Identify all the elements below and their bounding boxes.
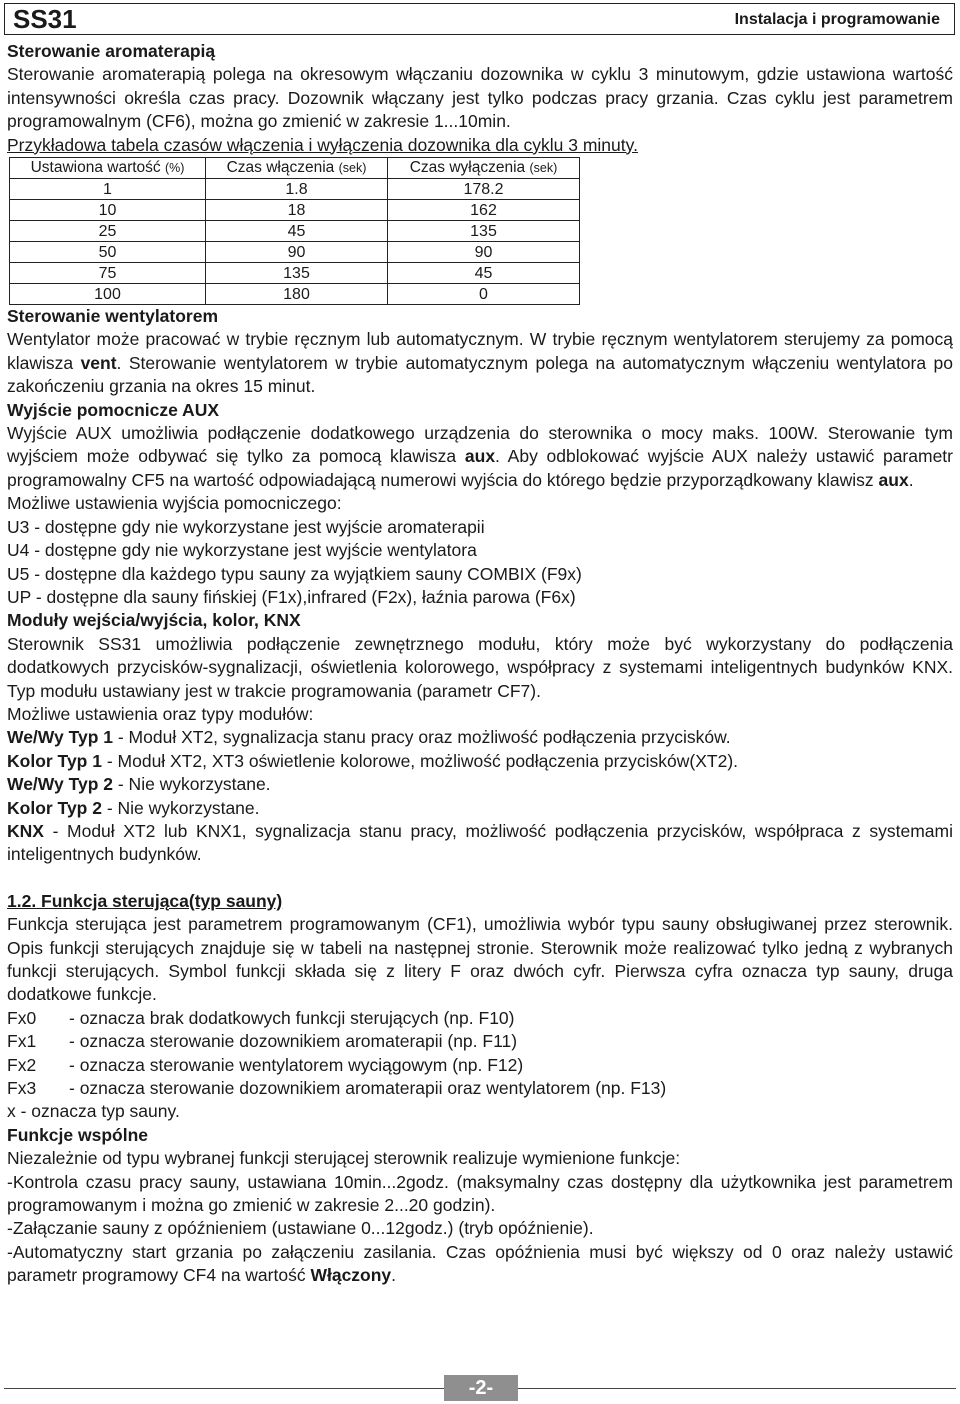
function-code-item: Fx0 - oznacza brak dodatkowych funkcji sterujących (np. F10) (7, 1007, 515, 1028)
table-cell: 162 (388, 200, 580, 221)
common-item: -Załączanie sauny z opóźnieniem (ustawiane 0...12godz.) (tryb opóźnienie). (7, 1218, 594, 1239)
aux-option-u5: U5 - dostępne dla każdego typu sauny za wyjątkiem sauny COMBIX (F9x) (7, 563, 582, 584)
table-row (10, 263, 580, 284)
function-heading: 1.2. Funkcja sterująca(typ sauny) (7, 890, 283, 911)
fan-body: Wentylator może pracować w trybie ręcznym lub automatycznym. W trybie ręcznym wentylatorem sterujemy za pomocą klawisza vent. Sterowanie wentylatorem w trybie automatycznym polega na automatycznym włączeniu wentylatora po zakończeniu grzania na okres 15 minut. (7, 329, 953, 397)
aroma-heading: Sterowanie aromaterapią (7, 41, 216, 61)
table-cell: 100 (10, 284, 206, 305)
aux-options-intro: Możliwe ustawienia wyjścia pomocniczego: (7, 493, 342, 514)
table-cell: 45 (388, 263, 580, 284)
table-cell: 135 (388, 221, 580, 242)
page-header (4, 3, 955, 35)
module-type-item: KNX - Moduł XT2 lub KNX1, sygnalizacja stanu pracy, możliwość podłączenia przycisków, współpraca z systemami inteligentnych budynków. (7, 820, 953, 865)
vent-key-name: vent (80, 352, 117, 373)
common-intro: Niezależnie od typu wybranej funkcji sterującej sterownik realizuje wymienione funkcje: (7, 1148, 681, 1169)
aux-body: Wyjście AUX umożliwia podłączenie dodatkowego urządzenia do sterownika o mocy maks. 100W. Sterowanie tym wyjściem może odbywać się tylko za pomocą klawisza aux. Aby odblokować wyjście AUX należy ustawić parametr programowalny CF5 na wartość odpowiadającą numerowi wyjścia do którego będzie przyporządkowany klawisz aux. (7, 423, 953, 490)
table-row (10, 242, 580, 263)
fan-heading: Sterowanie wentylatorem (7, 306, 219, 327)
table-cell: 180 (206, 284, 388, 305)
section-spacer (7, 867, 953, 890)
table-cell: 90 (388, 242, 580, 263)
module-type-item: We/Wy Typ 1 - Moduł XT2, sygnalizacja stanu pracy oraz możliwość podłączenia przycisków. (7, 727, 731, 748)
table-row (10, 221, 580, 242)
model-name: SS31 (13, 4, 77, 34)
section-title: Instalacja i programowanie (734, 11, 940, 28)
function-code-item: Fx2 - oznacza sterowanie wentylatorem wyciągowym (np. F12) (7, 1054, 524, 1075)
aux-key-name: aux (878, 469, 909, 490)
table-cell: 90 (206, 242, 388, 263)
common-item: -Kontrola czasu pracy sauny, ustawiana 10min...2godz. (maksymalny czas dostępny dla użytkownika jest parametrem programowanym i można go zmienić w zakresie 2...20 godzin). (7, 1171, 953, 1216)
aux-option-up: UP - dostępne dla sauny fińskiej (F1x),infrared (F2x), łaźnia parowa (F6x) (7, 586, 576, 607)
dosing-times-table (9, 157, 580, 305)
table-cell: 0 (388, 284, 580, 305)
common-item: -Automatyczny start grzania po załączeniu zasilania. Czas opóźnienia musi być większy od 0 oraz należy ustawić parametr programowy CF4 na wartość Włączony. (7, 1241, 953, 1286)
table-caption: Przykładowa tabela czasów włączenia i wyłączenia dozownika dla cyklu 3 minuty. (7, 134, 638, 155)
page-content (7, 40, 953, 1288)
table-row (10, 200, 580, 221)
table-cell: 1.8 (206, 179, 388, 200)
modules-heading: Moduły wejścia/wyjścia, kolor, KNX (7, 610, 301, 631)
function-x-note: x - oznacza typ sauny. (7, 1101, 180, 1122)
table-row (10, 284, 580, 305)
aux-heading: Wyjście pomocnicze AUX (7, 399, 220, 420)
table-cell: 135 (206, 263, 388, 284)
aroma-body: Sterowanie aromaterapią polega na okresowym włączaniu dozownika w cyklu 3 minutowym, gdzie ustawiona wartość intensywności określa czas pracy. Dozownik włączany jest tylko podczas pracy grzania. Czas cyklu jest parametrem programowalnym (CF6), można go zmienić w zakresie 1...10min. (7, 64, 953, 132)
table-cell: 75 (10, 263, 206, 284)
table-cell: 25 (10, 221, 206, 242)
function-code-item: Fx3 - oznacza sterowanie dozownikiem aromaterapii oraz wentylatorem (np. F13) (7, 1078, 667, 1099)
module-type-item: We/Wy Typ 2 - Nie wykorzystane. (7, 774, 271, 795)
table-row (10, 179, 580, 200)
function-code-item: Fx1 - oznacza sterowanie dozownikiem aromaterapii (np. F11) (7, 1031, 518, 1052)
aux-option-u3: U3 - dostępne gdy nie wykorzystane jest wyjście aromaterapii (7, 516, 485, 537)
table-header-row (10, 158, 580, 179)
page-number: -2- (444, 1375, 518, 1401)
table-cell: 50 (10, 242, 206, 263)
modules-body: Sterownik SS31 umożliwia podłączenie zewnętrznego modułu, który może być wykorzystany do podłączenia dodatkowych przycisków-sygnalizacji, oświetlenia kolorowego, współpracy z systemami inteligentnych budynków KNX. Typ modułu ustawiany jest w trakcie programowania (parametr CF7). (7, 633, 953, 701)
table-cell: 10 (10, 200, 206, 221)
aux-option-u4: U4 - dostępne gdy nie wykorzystane jest wyjście wentylatora (7, 540, 477, 561)
column-header-on-time: Czas włączenia (sek) (206, 158, 388, 179)
table-cell: 178.2 (388, 179, 580, 200)
aux-key-name: aux (464, 446, 496, 467)
column-header-setting: Ustawiona wartość (%) (10, 158, 206, 179)
table-cell: 1 (10, 179, 206, 200)
table-cell: 18 (206, 200, 388, 221)
column-header-off-time: Czas wyłączenia (sek) (388, 158, 580, 179)
modules-types-intro: Możliwe ustawienia oraz typy modułów: (7, 703, 314, 724)
common-heading: Funkcje wspólne (7, 1124, 148, 1145)
table-cell: 45 (206, 221, 388, 242)
function-body: Funkcja sterująca jest parametrem programowanym (CF1), umożliwia wybór typu sauny obsługiwanej przez sterownik. Opis funkcji sterujących znajduje się w tabeli na następnej stronie. Sterownik może realizować tylko jedną z wybranych funkcji sterujących. Symbol funkcji składa się z litery F oraz dwóch cyfr. Pierwsza cyfra oznacza typ sauny, druga dodatkowe funkcje. (7, 914, 953, 1005)
module-type-item: Kolor Typ 1 - Moduł XT2, XT3 oświetlenie kolorowe, możliwość podłączenia przycisków(XT2). (7, 750, 739, 771)
module-type-item: Kolor Typ 2 - Nie wykorzystane. (7, 797, 260, 818)
